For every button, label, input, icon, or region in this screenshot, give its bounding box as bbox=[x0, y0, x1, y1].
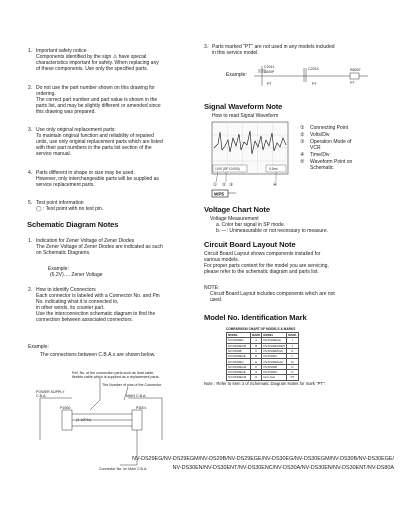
pt-note-line: Parts marked "PT" are not used in any models included bbox=[212, 44, 335, 50]
model-table-title: COMPARISON CHART OF MODELS & MARKS bbox=[226, 327, 296, 331]
safety-item-2-line: The correct part number and part value is shown in the bbox=[36, 97, 158, 103]
legend-item-label: Operation Mode of bbox=[310, 139, 352, 145]
legend-item: ② bbox=[300, 132, 305, 138]
list-num: 3. bbox=[28, 127, 33, 133]
table-row bbox=[227, 375, 299, 380]
model-cell: Not Used bbox=[262, 375, 287, 380]
callout-3: ③ bbox=[229, 182, 234, 187]
schematic-item-2-line: in other words, its counter part. bbox=[36, 305, 105, 311]
mark-cell: J bbox=[287, 343, 298, 348]
list-num: 1. bbox=[28, 238, 33, 244]
safety-item-1-line: characteristics important for safety. When replacing any bbox=[36, 60, 159, 66]
mark-cell: E bbox=[251, 359, 262, 364]
safety-item-3-line: with their part numbers in the parts list section of the bbox=[36, 145, 152, 151]
legend-item-label: Time/Div bbox=[310, 152, 330, 158]
safety-item-1-line: of these components. Use only the specified parts. bbox=[36, 66, 149, 72]
scope-time-label: 0.2ms bbox=[269, 167, 278, 171]
pins-leader-line bbox=[124, 387, 128, 400]
safety-item-1-line: Components identified by the sign ⚠ have special bbox=[36, 54, 147, 60]
voltage-chart-heading: Voltage Chart Note bbox=[204, 205, 270, 214]
mark-cell: F bbox=[251, 364, 262, 369]
note-label: NOTE: bbox=[204, 285, 220, 291]
model-cell: NV-DS30EGM bbox=[227, 364, 251, 369]
model-mark-table bbox=[226, 332, 299, 381]
safety-item-3-line: units, use only original replacement parts which are listed bbox=[36, 139, 163, 145]
mark-cell: L bbox=[287, 354, 298, 359]
connector-diagram bbox=[0, 0, 200, 480]
schematic-item-2-line: Use the interconnection schematic diagram to find the bbox=[36, 311, 156, 317]
waveform-subtitle: How to read Signal Waveform bbox=[212, 113, 279, 119]
list-num: 4. bbox=[28, 170, 33, 176]
legend-item: ① bbox=[300, 125, 305, 131]
part-ref: C2011 bbox=[264, 65, 275, 69]
table-header: MODEL bbox=[227, 333, 251, 338]
list-num: 1. bbox=[28, 48, 33, 54]
example-label: Example: bbox=[48, 266, 69, 272]
voltage-chart-line: a. Color bar signal in SP mode. bbox=[216, 222, 286, 228]
mark-cell: C bbox=[251, 348, 262, 353]
model-cell: NV-DS30EGE bbox=[227, 370, 251, 375]
mark-cell: G bbox=[251, 370, 262, 375]
circuit-board-note-line: used. bbox=[210, 297, 223, 303]
pt-mark: PT bbox=[350, 81, 355, 85]
circuit-board-line: Circuit Board Layout shows components installed for bbox=[204, 251, 321, 257]
circuit-board-line: various models. bbox=[204, 257, 240, 263]
pin-count-label: (3-10Pin) bbox=[76, 418, 91, 422]
schematic-notes-heading: Schematic Diagram Notes bbox=[27, 220, 119, 229]
part-ref: C2014 bbox=[308, 67, 319, 71]
footer-models-line: NV-DS30EN/NV-DS30ENT/NV-DS30ENC/NV-DS30A/NV-DS30EN/NV-DS30ENT/NV-DS80A bbox=[172, 465, 394, 471]
example-label: Example: bbox=[226, 72, 247, 78]
model-cell: NV-DS30E(H) bbox=[262, 338, 287, 343]
callout-4: ④ bbox=[273, 182, 278, 187]
safety-item-1-line: Important safety notice bbox=[36, 48, 87, 54]
legend-item-label: Connecting Point bbox=[310, 125, 349, 131]
safety-item-3-line: To maintain original function and reliability of repaired bbox=[36, 133, 154, 139]
table-header: MODEL bbox=[262, 333, 287, 338]
model-cell: NV-DS29EGE bbox=[227, 354, 251, 359]
legend-item-label: Volts/Div bbox=[310, 132, 330, 138]
callout-1: ① bbox=[213, 182, 218, 187]
schematic-item-2-line: How to identify Connectors bbox=[36, 287, 96, 293]
schematic-item-2-line: No. indicating what it is connected to, bbox=[36, 299, 119, 305]
list-num: 2. bbox=[28, 287, 33, 293]
circuit-board-heading: Circuit Board Layout Note bbox=[204, 240, 296, 249]
schematic-item-2-line: connection between associated connectors. bbox=[36, 317, 134, 323]
callout-2: ② bbox=[222, 182, 227, 187]
safety-item-4-line: service replacement parts. bbox=[36, 182, 95, 188]
ref-leader-line bbox=[90, 400, 100, 410]
safety-item-5-line: Test point information bbox=[36, 200, 84, 206]
scope-settings-label: 1V/S (SP 10.000) bbox=[215, 167, 240, 171]
pt-note-line: in this service model. bbox=[212, 50, 259, 56]
list-num: 5. bbox=[28, 200, 33, 206]
model-cell: NV-DS29B bbox=[227, 348, 251, 353]
main-cba-label: MAIN C.B.A. bbox=[126, 394, 147, 398]
model-mark-heading: Model No. Identification Mark bbox=[204, 313, 307, 322]
mark-cell: H bbox=[251, 375, 262, 380]
list-num: 3. bbox=[204, 44, 209, 50]
model-cell: NV-DS30EN(H) bbox=[262, 348, 287, 353]
ref-note-line: Ref. No. of the connection parts such as lead cable, bbox=[72, 371, 155, 375]
legend-item: ③ bbox=[300, 139, 305, 145]
legend-item-label: VCR bbox=[310, 145, 321, 151]
model-mark-note: Note : Refer to Item 3 of Schematic Diagram Notes for mark "PT". bbox=[204, 381, 326, 386]
model-cell: NV-DS30EG bbox=[227, 359, 251, 364]
mark-cell: K bbox=[287, 348, 298, 353]
mark-cell: N bbox=[287, 364, 298, 369]
connector-p1500 bbox=[62, 410, 72, 430]
waveform-point-label: WP5 bbox=[214, 191, 224, 197]
legend-item: ⑤ bbox=[300, 159, 305, 165]
circuit-board-note-line: Circuit Board Layout includes components which are not bbox=[210, 291, 335, 297]
mark-cell: M bbox=[287, 359, 298, 364]
pt-mark: PT bbox=[312, 82, 317, 86]
safety-item-5-line: ◯ : Test point with no test pin. bbox=[36, 206, 104, 212]
zener-example: (6.2V)…. Zener Voltage bbox=[50, 272, 103, 278]
connector-p3001 bbox=[132, 410, 142, 430]
voltage-chart-line: b. —: Unmeasurable or not necessary to measure. bbox=[216, 228, 328, 234]
schematic-item-1-line: Indication for Zener Voltage of Zener Diodes bbox=[36, 238, 135, 244]
safety-item-2-line: parts list, and may be slightly different or amended since bbox=[36, 103, 161, 109]
power-supply-label: POWER SUPPLY bbox=[36, 390, 65, 394]
example-description: The connections between C.B.A.s are shown below. bbox=[40, 352, 156, 358]
model-cell: NV-DS29EGM bbox=[227, 343, 251, 348]
model-cell: NV-DS29EG bbox=[227, 338, 251, 343]
list-num: 2. bbox=[28, 85, 33, 91]
safety-item-2-line: ordering. bbox=[36, 91, 56, 97]
waveform-illustration bbox=[200, 0, 400, 210]
connector-p1500-label: P1500 bbox=[60, 406, 71, 410]
connector-p3001-label: P3001 bbox=[136, 406, 147, 410]
mark-cell: B bbox=[251, 343, 262, 348]
table-header: MARK bbox=[252, 333, 261, 338]
part-ref: R6097 bbox=[350, 68, 361, 72]
legend-item: ④ bbox=[300, 152, 305, 158]
schematic-item-2-line: Each connector is labeled with a Connector No. and Pin bbox=[36, 293, 160, 299]
table-header: MARK bbox=[288, 333, 297, 338]
model-cell: NV-DS30EN(H) bbox=[262, 359, 287, 364]
model-cell: NV-DS30A bbox=[262, 354, 287, 359]
pt-mark: PT bbox=[267, 82, 272, 86]
model-cell: NV-DS30B bbox=[262, 364, 287, 369]
mark-cell: D bbox=[251, 354, 262, 359]
mark-cell: PT bbox=[287, 375, 298, 380]
schematic-item-1-line: The Zener Voltage of Zener Diodes are indicated as such bbox=[36, 244, 163, 250]
safety-item-4-line: Parts different in shape or size may be used. bbox=[36, 170, 135, 176]
legend-item-label: Waveform Point on bbox=[310, 159, 353, 165]
connector-note: Connector No. on Main C.B.A. bbox=[99, 467, 148, 471]
model-cell: NV-DS30EGM(P) bbox=[263, 343, 286, 348]
legend-item-label: Schematic bbox=[310, 165, 334, 171]
schematic-item-1-line: on Schematic Diagrams. bbox=[36, 250, 91, 256]
model-cell: NV-DS30EGM bbox=[227, 375, 251, 380]
part-value: 1000P bbox=[264, 70, 275, 74]
pins-note: The Number of pins of the Connector. bbox=[102, 383, 162, 387]
example-label: Example: bbox=[28, 344, 49, 350]
circuit-board-line: please refer to the schematic diagram and parts list. bbox=[204, 269, 319, 275]
power-supply-label: C.B.A. bbox=[36, 394, 47, 398]
safety-item-2-line: this drawing was prepared. bbox=[36, 109, 96, 115]
circuit-board-line: For proper parts content for the model you are servicing, bbox=[204, 263, 329, 269]
ref-note-line: flexible cable which is supplied as a replacement parts. bbox=[72, 375, 160, 379]
mark-cell: I bbox=[287, 338, 298, 343]
mark-cell: O bbox=[287, 370, 298, 375]
voltage-chart-line: Voltage Measurement bbox=[210, 216, 259, 222]
mark-cell: A bbox=[251, 338, 262, 343]
footer-models-line: NV-DS29EG/NV-DS29EGM/NV-DS29B/NV-DS29EGE/NV-DS30EG/NV-DS30EGM/NV-DS30B/NV-DS30EGE/ bbox=[132, 456, 394, 462]
safety-item-2-line: Do not use the part number shown on this drawing for bbox=[36, 85, 155, 91]
waveform-heading: Signal Waveform Note bbox=[204, 102, 283, 111]
safety-item-3-line: Use only original replacement parts: bbox=[36, 127, 116, 133]
safety-item-3-line: service manual. bbox=[36, 151, 72, 157]
model-cell: NV-DS30A bbox=[262, 370, 287, 375]
safety-item-4-line: However, only interchangeable parts will be supplied as bbox=[36, 176, 159, 182]
